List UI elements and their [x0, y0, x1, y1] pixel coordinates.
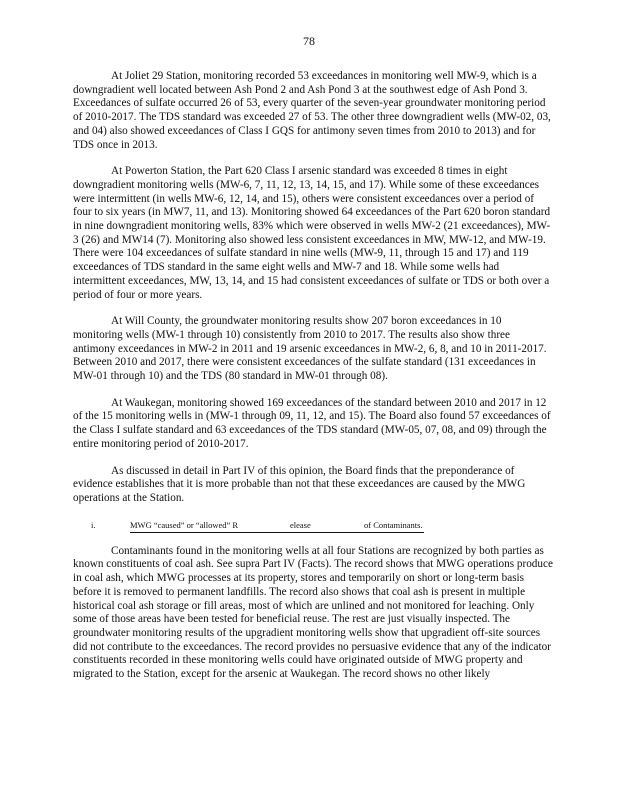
paragraph-contaminants: Contaminants found in the monitoring wells at all four Stations are recognized by both parties as known constituents of coal ash. See supra Part IV (Facts). The record shows that MWG operations produce in coal ash, which MWG processes at its property, stores and temporarily on short or long-term basis before it is removed to permanent landfills. The record also shows that coal ash is present in multiple historical coal ash storage or fill areas, most of which are unlined and not monitored for leaching. Only some of those areas have been tested for beneficial reuse. The rest are just visually inspected. The groundwater monitoring results of the upgradient monitoring wells show that upgradient off-site sources did not contribute to the exceedances. The record provides no persuasive evidence that any of the indicator constituents recorded in these monitoring wells could have originated outside of MWG property and migrated to the Station, except for the arsenic at Waukegan. The record shows no other likely — [73, 544, 553, 681]
paragraph-waukegan: At Waukegan, monitoring showed 169 exceedances of the standard between 2010 and 2017 in 12 of the 15 monitoring wells in (MW-1 through 09, 11, 12, and 15). The Board also found 57 exceedances of the Class I sulfate standard and 63 exceedances of the TDS standard (MW-05, 07, 08, and 09) through the entire monitoring period of 2010-2017. — [73, 396, 551, 450]
heading-text-part1: MWG “caused” or “allowed” R — [130, 519, 290, 534]
paragraph-joliet: At Joliet 29 Station, monitoring recorded 53 exceedances in monitoring well MW-9, which is a downgradient well located between Ash Pond 2 and Ash Pond 3 at the southwest edge of Ash Pond 3. Exceedances of sulfate occurred 26 of 53, every quarter of the seven-year groundwater monitoring period of 2010-2017. The TDS standard was exceeded 27 of 53. The other three downgradient wells (MW-02, 03, and 04) also showed exceedances of Class I GQS for antimony seven times from 2010 to 2013) and for TDS once in 2013. — [73, 70, 551, 151]
document-body — [73, 70, 553, 695]
paragraph-will-county: At Will County, the groundwater monitoring results show 207 boron exceedances in 10 monitoring wells (MW-1 through 10) consistently from 2010 to 2017. The results also show three antimony exceedances in MW-2 in 2011 and 19 arsenic exceedances in MW-2, 6, 8, and 10 in 2011-2017. Between 2010 and 2017, there were consistent exceedances of the sulfate standard (131 exceedances in MW-01 through 10) and the TDS (80 standard in MW-01 through 08). — [73, 315, 547, 383]
page-number: 78 — [303, 34, 315, 48]
paragraph-board-finding: As discussed in detail in Part IV of this opinion, the Board finds that the preponderance of evidence establishes that it is more probable than not that these exceedances are caused by the MWG operations at the Station. — [73, 464, 526, 504]
heading-text-part2: elease — [290, 519, 364, 534]
section-heading — [73, 519, 553, 531]
heading-text-part3: of Contaminants. — [364, 519, 424, 534]
heading-number: i. — [91, 519, 96, 530]
paragraph-powerton: At Powerton Station, the Part 620 Class I arsenic standard was exceeded 8 times in eight downgradient monitoring wells (MW-6, 7, 11, 12, 13, 14, 15, and 17). While some of these exceedances were intermittent (in wells MW-6, 12, 14, and 15), others were consistent exceedances over a period of four to six years (in MW7, 11, and 13). Monitoring showed 64 exceedances of the Part 620 boron standard in nine downgradient monitoring wells, 83% which were observed in wells MW-2 (21 exceedances), MW-3 (26) and MW14 (7). Monitoring also showed less consistent exceedances in MW, MW-12, and MW-19. There were 104 exceedances of sulfate standard in nine wells (MW-9, 11, through 15 and 17) and 119 exceedances of TDS standard in the same eight wells and MW-7 and 18. While some wells had intermittent exceedances, MW, 13, 14, and 15 had consistent exceedances of sulfate or TDS or both over a period of four or more years. — [73, 165, 551, 301]
